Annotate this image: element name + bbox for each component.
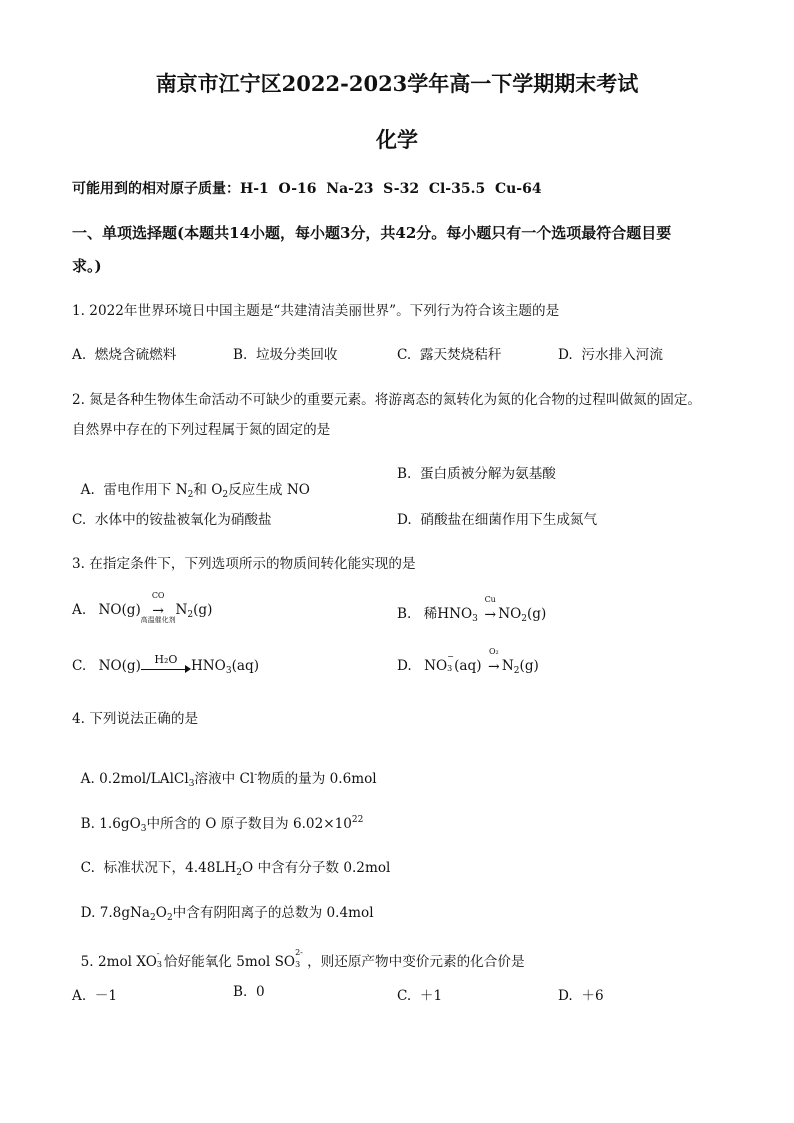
q2-stem-line1: 2. 氮是各种生物体生命活动不可缺少的重要元素。将游离态的氮转化为氮的化合物的过程叫做氮的固定。 (72, 392, 702, 408)
q5-sup1: - (156, 949, 160, 958)
q3-b-right-sub: 2 (521, 614, 527, 624)
q3-a-arrow-top: CO (151, 590, 165, 600)
q3-option-a (72, 590, 213, 624)
q2-stem-line2: 自然界中存在的下列过程属于氮的固定的是 (72, 422, 331, 438)
q5-sub2: 3 (295, 960, 301, 969)
q3-a-right: N (175, 602, 188, 618)
q3-stem: 3. 在指定条件下，下列选项所示的物质间转化能实现的是 (72, 556, 416, 572)
q2-a-sub2: 2 (222, 490, 229, 500)
arrow-head-icon (185, 665, 191, 673)
q3-d-left-subsup (447, 652, 454, 673)
q3-option-b (397, 594, 547, 624)
q1-option-b: B. 垃圾分类回收 (233, 347, 338, 363)
q1-option-a: A. 燃烧含硫燃料 (72, 347, 177, 363)
q3-c-right-sub: 3 (225, 666, 232, 676)
q2-option-a (72, 462, 310, 500)
q4-option-b (72, 796, 363, 834)
q3-a-arrow (140, 590, 176, 624)
q5-mid: 恰好能氧化 5mol SO (163, 954, 296, 970)
q4-d-sub2: 2 (166, 913, 173, 923)
q3-a-arrow-bottom: 高温催化剂 (140, 615, 176, 624)
q4-d-pre: D. 7.8gNa (80, 905, 151, 921)
q2-a-mid: 和 O (193, 482, 223, 498)
q1-stem: 1. 2022年世界环境日中国主题是“共建清洁美丽世界”。下列行为符合该主题的是 (72, 303, 560, 319)
q3-d-left-sub: 3 (447, 664, 453, 673)
q4-stem: 4. 下列说法正确的是 (72, 711, 199, 727)
q3-b-arrow-top: Cu (484, 594, 496, 604)
q2-option-b: B. 蛋白质被分解为氨基酸 (397, 466, 556, 482)
q3-d-right-post: (g) (519, 658, 539, 674)
q4-b-sup: 22 (351, 815, 364, 825)
q4-d-mid: O (155, 905, 167, 921)
q3-c-arrow-top: H₂O (154, 652, 178, 666)
q5-option-d: D. ＋6 (558, 988, 604, 1004)
q2-a-pre: A. 雷电作用下 N (80, 482, 188, 498)
q4-d-sub1: 2 (150, 913, 156, 923)
q3-d-right: N (501, 658, 514, 674)
q2-a-sub1: 2 (187, 490, 194, 500)
section-title-line1: 一、单项选择题(本题共14小题，每小题3分，共42分。每小题只有一个选项最符合题目要 (72, 224, 672, 242)
q3-c-label: C. (72, 658, 87, 674)
q2-a-post: 反应生成 NO (228, 482, 310, 498)
q5-pre: 5. 2mol XO (80, 954, 157, 970)
q3-d-right-sub: 2 (513, 666, 520, 676)
q4-b-pre: B. 1.6gO (80, 816, 141, 832)
q5-option-c: C. ＋1 (397, 988, 443, 1004)
q3-d-left: NO (424, 658, 448, 674)
q3-b-left-sub: 3 (472, 614, 478, 624)
q4-a-sup: - (254, 770, 258, 780)
q2-option-c: C. 水体中的铵盐被氧化为硝酸盐 (72, 512, 272, 528)
q3-a-right-post: (g) (193, 602, 213, 618)
q4-d-post: 中含有阴阳离子的总数为 0.4mol (172, 905, 374, 921)
q3-b-right-post: (g) (526, 606, 547, 622)
q3-c-arrow (141, 652, 191, 674)
q5-option-a: A. －1 (72, 988, 118, 1004)
q4-a-mid: 溶液中 Cl (194, 771, 255, 787)
q1-option-c: C. 露天焚烧秸秆 (397, 347, 502, 363)
q5-sub1: 3 (156, 960, 163, 969)
q2-option-d: D. 硝酸盐在细菌作用下生成氮气 (397, 512, 598, 528)
q3-d-arrow-top: O₂ (488, 646, 499, 656)
q3-d-label: D. (397, 658, 412, 674)
q3-b-label: B. (397, 606, 412, 622)
q3-b-left: 稀HNO (423, 606, 473, 622)
q3-d-arrow (486, 646, 502, 675)
q3-a-label: A. (72, 602, 87, 618)
arrow-right-icon: → (488, 658, 500, 675)
q4-b-sub: 3 (140, 824, 147, 834)
q3-b-right: NO (498, 606, 522, 622)
q4-c-post: O 中含有分子数 0.2mol (241, 860, 391, 876)
q5-stem (72, 934, 525, 970)
q3-a-left: NO(g) (98, 602, 141, 618)
exam-title: 南京市江宁区2022-2023学年高一下学期期末考试 (155, 71, 639, 96)
q4-c-sub: 2 (236, 868, 242, 878)
q3-option-c (72, 652, 259, 676)
q1-option-d: D. 污水排入河流 (558, 347, 663, 363)
q5-subsup2 (295, 948, 307, 969)
q4-a-post: 物质的量为 0.6mol (257, 771, 377, 787)
q4-c-pre: C. 标准状况下，4.48LH (80, 860, 237, 876)
q5-subsup1 (156, 949, 164, 969)
q3-b-arrow (482, 594, 498, 623)
q5-option-b: B. 0 (233, 984, 265, 1000)
q5-sup2: 2- (295, 948, 303, 957)
section-title-line2: 求。) (72, 257, 102, 275)
q4-option-c (72, 840, 390, 878)
q3-c-right-post: (aq) (231, 658, 259, 674)
q5-post: ，则还原产物中变价元素的化合价是 (307, 954, 525, 970)
atomic-masses: 可能用到的相对原子质量：H-1 O-16 Na-23 S-32 Cl-35.5 Cu-64 (72, 181, 542, 197)
q3-option-d (397, 646, 539, 676)
arrow-right-icon: → (152, 602, 165, 619)
subject-title: 化学 (376, 127, 418, 152)
q3-a-right-sub: 2 (187, 610, 194, 620)
q3-c-left: NO(g) (98, 658, 141, 674)
q4-a-pre: A. 0.2mol/LAlCl (80, 771, 189, 787)
q4-a-sub: 3 (188, 779, 195, 789)
q3-c-right: HNO (190, 658, 226, 674)
q3-d-left-sup: − (447, 652, 454, 661)
q3-c-arrow-line (141, 669, 187, 670)
arrow-right-icon: → (484, 606, 497, 623)
q4-option-a (72, 751, 377, 789)
q3-d-left-post: (aq) (454, 658, 482, 674)
q4-b-mid: 中所含的 O 原子数目为 6.02×10 (146, 816, 352, 832)
q4-option-d (72, 885, 374, 923)
